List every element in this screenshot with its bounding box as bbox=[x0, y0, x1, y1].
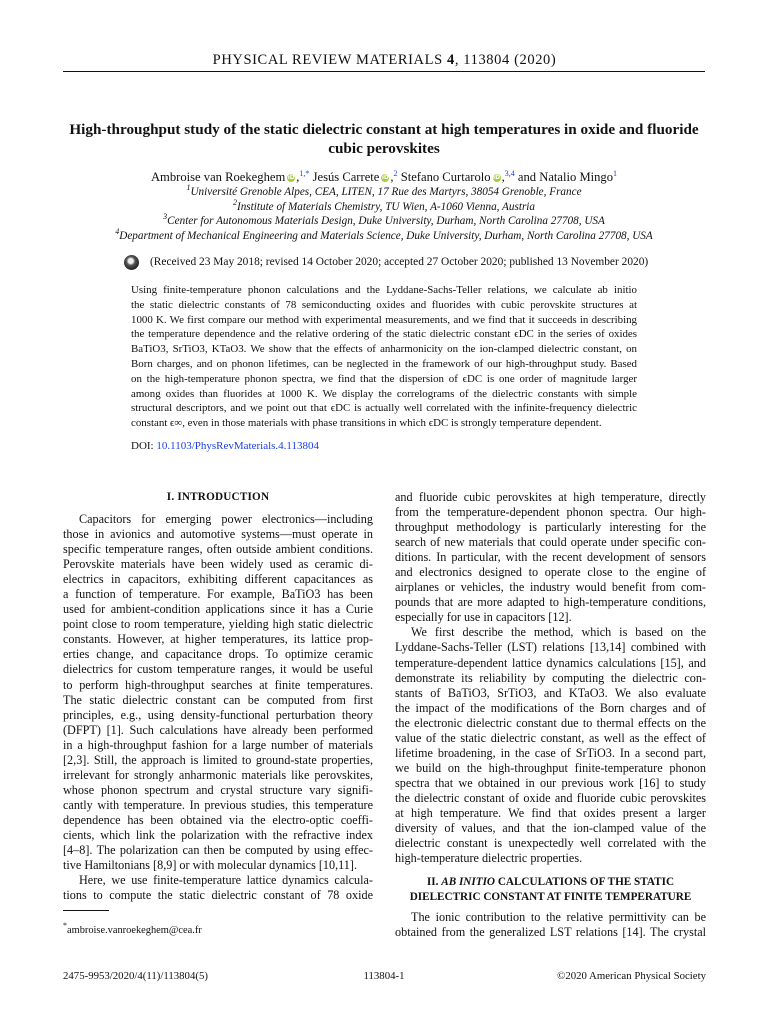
author-4-affil[interactable]: 1 bbox=[613, 169, 618, 178]
text-line: the electronic dielectric constant due to thermal effects on the bbox=[395, 715, 706, 730]
footer-page-number: 113804-1 bbox=[363, 970, 405, 982]
text-line: the dielectric constant of oxide and fluoride cubic perovskites bbox=[395, 790, 706, 805]
abstract-line: on the high-temperature phonon spectra, we find that the dispersion of ϵDC is one order of magnitude larger bbox=[131, 372, 637, 385]
title-line-2: cubic perovskites bbox=[328, 140, 440, 157]
author-1[interactable]: Ambroise van Roekeghem bbox=[150, 170, 286, 184]
affiliation-4: $^4$Department of Mechanical Engineering and Materials Science, Duke University, Durham, North Carolina 27708, USA bbox=[115, 226, 653, 242]
text-line: we build on the high-throughput finite-temperature phonon bbox=[395, 760, 706, 775]
orcid-icon[interactable]: iD bbox=[287, 174, 295, 182]
text-line: Capacitors for emerging power electronics—including bbox=[79, 512, 373, 526]
journal-name: PHYSICAL REVIEW MATERIALS bbox=[212, 52, 443, 68]
text-line: [4–8]. The polarization can then be computed by using effec- bbox=[63, 843, 373, 858]
section-heading-introduction: I. INTRODUCTION bbox=[166, 491, 270, 503]
text-line: principles, e.g., using density-functional perturbation theory bbox=[63, 707, 373, 722]
text-line: from the temperature-dependent phonon spectra. Our high- bbox=[395, 505, 706, 520]
text-line: airplanes or vehicles, the industry would benefit from com- bbox=[395, 580, 706, 595]
text-line: spectra that we obtained in our previous work [16] to study bbox=[395, 775, 706, 790]
text-line: and electronics designed to operate close to the engine of bbox=[395, 565, 706, 580]
title-line-1: High-throughput study of the static dielectric constant at high temperatures in oxide and fluoride bbox=[69, 121, 699, 138]
text-line: Lyddane-Sachs-Teller (LST) relations [13,14] combined with bbox=[395, 640, 706, 655]
text-line: throughput methodology is particularly interesting for the bbox=[395, 520, 706, 535]
text-line: especially for use in capacitors [12]. bbox=[395, 610, 572, 625]
author-list: Ambroise van Roekeghem iD,$^{1,*}$ Jesús Carrete iD,$^2$ Stefano Curtarolo iD,$^{3,4}$ and Natalio Mingo$^1$ bbox=[150, 169, 618, 184]
text-line: erties change, and capacitance drops. To optimize ceramic bbox=[63, 647, 373, 662]
abstract-line: Using finite-temperature phonon calculations and the Lyddane-Sachs-Teller relations, we calculate ab initio bbox=[131, 284, 637, 296]
text-line: irrelevant for strongly anharmonic materials like perovskites, bbox=[63, 767, 373, 782]
text-line: The ionic contribution to the relative permittivity can be bbox=[411, 910, 706, 924]
affiliation-1: $^1$Université Grenoble Alpes, CEA, LITEN, 17 Rue des Martyrs, 38054 Grenoble, France bbox=[186, 183, 582, 198]
text-line: to perform high-throughput searches at finite temperatures. bbox=[63, 677, 373, 692]
text-line: specific temperature ranges, often outside ambient conditions. bbox=[63, 542, 373, 557]
text-line: in a high-throughput fashion for a large number of materials bbox=[63, 737, 373, 752]
author-4[interactable]: and Natalio Mingo bbox=[517, 170, 614, 184]
footnote-rule bbox=[63, 910, 109, 911]
section2-body bbox=[395, 910, 706, 940]
affiliation-2: $^2$Institute of Materials Chemistry, TU Wien, A-1060 Vienna, Austria bbox=[232, 197, 535, 213]
text-line: dependence has been obtained via the electro-optic coeffi- bbox=[63, 812, 373, 827]
right-column bbox=[395, 490, 706, 866]
text-line: high-temperature dielectric properties. bbox=[395, 851, 583, 866]
abstract-line: structural descriptors, and we point out that ϵDC is actually well correlated with the infinite-frequency dielectric bbox=[131, 402, 637, 415]
text-line: Perovskite materials have been widely used as ceramic di- bbox=[63, 557, 373, 572]
doi-label: DOI: bbox=[131, 440, 154, 452]
text-line: lifetime broadening, in the case of SrTiO3. In a second part, bbox=[395, 745, 706, 760]
text-line: electrics in capacitors, exhibiting different capacitances as bbox=[63, 572, 373, 587]
footnote-email[interactable]: ambroise.vanroekeghem@cea.fr bbox=[67, 925, 202, 936]
orcid-icon[interactable]: iD bbox=[493, 174, 501, 182]
text-line: dielectric constant is unexpectedly well correlated with the bbox=[395, 836, 706, 851]
abstract bbox=[131, 283, 637, 431]
text-line: value of the static dielectric constant, as well as the effect of bbox=[395, 730, 706, 745]
text-line: search of new materials that could operate under specific con- bbox=[395, 535, 706, 550]
author-3[interactable]: Stefano Curtarolo bbox=[400, 170, 491, 184]
text-line: diversity of values, and that the ion-clamped value of the bbox=[395, 821, 706, 836]
affiliation-3: $^3$Center for Autonomous Materials Design, Duke University, Durham, North Carolina 27708, USA bbox=[163, 212, 605, 227]
abstract-line: constant ϵ∞, even in those materials with phase transitions in which ϵDC is strongly temperature dependent. bbox=[131, 417, 602, 430]
abstract-line: 1000 K. We first compare our method with experimental measurements, and we find that it succeeds in describing bbox=[131, 313, 637, 326]
text-line: cients, which link the polarization with the refractive index bbox=[63, 827, 373, 842]
text-line: cantly with temperature. In previous studies, this temperature bbox=[63, 797, 373, 812]
abstract-line: the temperature dependence and the relative ordering of the static dielectric constant ϵDC in the series of oxides bbox=[131, 328, 637, 341]
footer-copyright: ©2020 American Physical Society bbox=[557, 970, 706, 982]
text-line: and fluoride cubic perovskites at high temperature, directly bbox=[395, 490, 706, 504]
text-line: ditions. In particular, with the recent development of sensors bbox=[395, 550, 706, 565]
doi-link[interactable]: 10.1103/PhysRevMaterials.4.113804 bbox=[156, 440, 320, 452]
abstract-line: the static dielectric constants of 78 semiconducting oxides and fluorides with cubic perovskite structures at bbox=[131, 298, 637, 311]
text-line: demonstrate its reliability by computing the dielectric con- bbox=[395, 670, 706, 685]
section-heading-ab-initio bbox=[395, 875, 706, 905]
orcid-icon[interactable]: iD bbox=[381, 174, 389, 182]
text-line: The static dielectric constant can be computed from first bbox=[63, 692, 373, 707]
text-line: at high temperature. We find that oxides present a larger bbox=[395, 805, 706, 820]
text-line: tive Hamiltonians [8,9] or with molecular dynamics [10,11]. bbox=[63, 858, 358, 873]
footer-issn: 2475-9953/2020/4(11)/113804(5) bbox=[63, 970, 208, 982]
affiliations bbox=[62, 185, 706, 243]
journal-volume: 4 bbox=[446, 52, 455, 68]
text-line: used for ambient-condition applications since it has a Curie bbox=[63, 602, 373, 617]
text-line: temperature-dependent lattice dynamics calculations [15], and bbox=[395, 655, 706, 670]
header-rule bbox=[63, 71, 705, 72]
text-line: tions to compute the static dielectric constant of 78 oxide bbox=[63, 888, 373, 903]
section2-heading-line1: II. AB INITIO CALCULATIONS OF THE STATIC bbox=[426, 876, 675, 888]
text-line: obtained from the generalized LST relations [14]. The crystal bbox=[395, 925, 706, 940]
text-line: stants of BaTiO3, SrTiO3, and KTaO3. We also evaluate bbox=[395, 685, 706, 700]
text-line: dielectrics for custom temperature ranges, it would be useful bbox=[63, 662, 373, 677]
doi bbox=[131, 440, 319, 452]
footnote-mark: * bbox=[63, 921, 67, 930]
text-line: a function of temperature. For example, BaTiO3 has been bbox=[63, 587, 373, 602]
abstract-line: among oxides than fluorides at 1000 K. We display the correlograms of the dielectric constants with simple bbox=[131, 387, 637, 400]
text-line: (DFPT) [1]. Such calculations have already been performed bbox=[63, 722, 373, 737]
journal-header bbox=[64, 52, 705, 69]
footnote bbox=[63, 921, 202, 936]
text-line: constants. However, at higher temperatures, its lattice prop- bbox=[63, 632, 373, 647]
text-line: pounds that are more adapted to high-temperature conditions, bbox=[395, 595, 706, 610]
text-line: [2,3]. Still, the approach is limited to ground-state properties, bbox=[63, 752, 373, 767]
text-line: We first describe the method, which is based on the bbox=[411, 625, 706, 640]
author-1-affil[interactable]: 1,* bbox=[299, 169, 310, 178]
author-2-affil[interactable]: 2 bbox=[393, 169, 398, 178]
section2-heading-line2: DIELECTRIC CONSTANT AT FINITE TEMPERATURE bbox=[409, 891, 692, 903]
paper-title bbox=[62, 120, 706, 158]
abstract-line: Born charges, and on phonon lifetimes, can be neglected in the framework of our high-throughput study. Based bbox=[131, 357, 637, 370]
author-3-affil[interactable]: 3,4 bbox=[504, 169, 515, 178]
text-line: the impact of the modifications of the Born charges and of bbox=[395, 700, 706, 715]
journal-article: , 113804 (2020) bbox=[454, 52, 557, 68]
left-column bbox=[63, 512, 373, 903]
author-2[interactable]: Jesús Carrete bbox=[312, 170, 380, 184]
text-line: point close to room temperature, yielding high static dielectric bbox=[63, 617, 373, 632]
text-line: Here, we use finite-temperature lattice dynamics calcula- bbox=[79, 873, 373, 888]
text-line: those in avionics and automotive systems—must operate in bbox=[63, 527, 373, 542]
abstract-line: BaTiO3, SrTiO3, KTaO3. We show that the effects of anharmonicity on the ion-clamped dielectric constant, on bbox=[131, 343, 637, 356]
text-line: whose phonon spectrum and crystal structure vary signifi- bbox=[63, 782, 373, 797]
received-text: (Received 23 May 2018; revised 14 October 2020; accepted 27 October 2020; published 13 November 2020) bbox=[150, 256, 649, 268]
crossmark-icon[interactable] bbox=[124, 255, 139, 270]
